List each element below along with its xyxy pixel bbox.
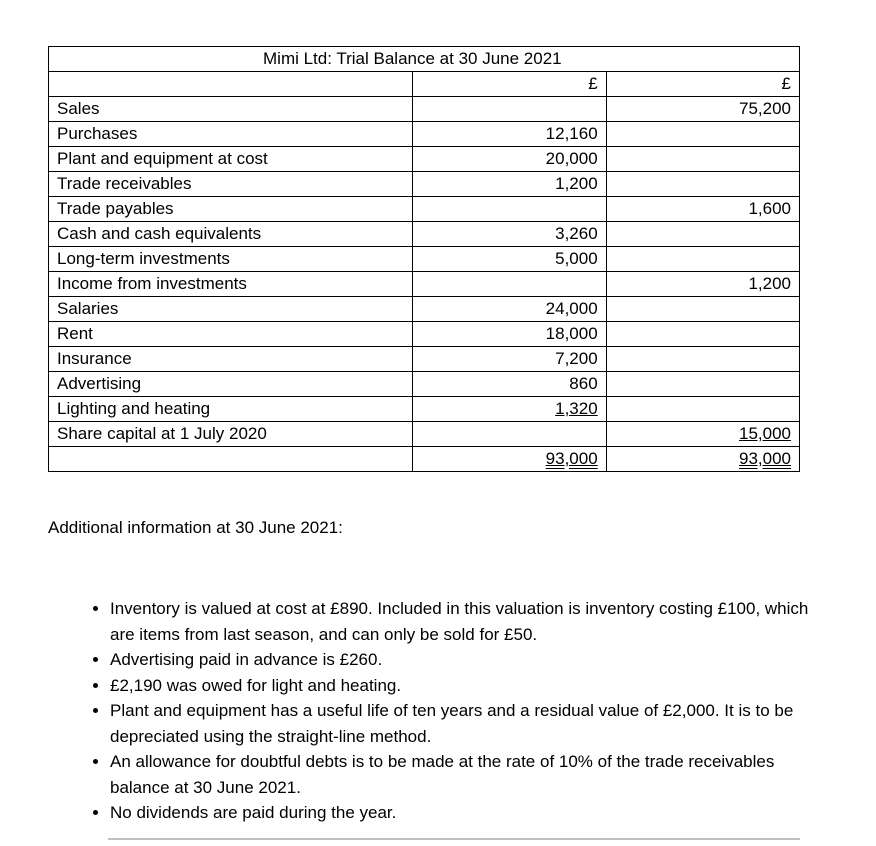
notes-list (82, 596, 810, 826)
row-label: Salaries (49, 297, 413, 322)
row-label: Sales (49, 97, 413, 122)
row-label: Cash and cash equivalents (49, 222, 413, 247)
row-debit: 24,000 (413, 297, 606, 322)
row-credit (606, 222, 799, 247)
table-row (49, 97, 800, 122)
table-row (49, 297, 800, 322)
list-item: • Plant and equipment has a useful life of ten years and a residual value of £2,000. It is to be depreciated using the straight-line method. (110, 698, 810, 749)
row-credit (606, 422, 799, 447)
row-debit (413, 272, 606, 297)
row-credit (606, 247, 799, 272)
row-debit: 1,200 (413, 172, 606, 197)
credit-header: £ (606, 72, 799, 97)
table-row (49, 122, 800, 147)
table-row (49, 272, 800, 297)
row-label: Income from investments (49, 272, 413, 297)
table-title: Mimi Ltd: Trial Balance at 30 June 2021 (49, 47, 800, 72)
row-label: Advertising (49, 372, 413, 397)
list-item: • An allowance for doubtful debts is to be made at the rate of 10% of the trade receivables balance at 30 June 2021. (110, 749, 810, 800)
row-credit (606, 372, 799, 397)
table-row (49, 197, 800, 222)
row-debit: 7,200 (413, 347, 606, 372)
row-label: Plant and equipment at cost (49, 147, 413, 172)
underlined-value: 1,320 (555, 399, 598, 418)
row-label: Long-term investments (49, 247, 413, 272)
row-label: Share capital at 1 July 2020 (49, 422, 413, 447)
row-debit (413, 397, 606, 422)
list-item: • £2,190 was owed for light and heating. (110, 673, 810, 699)
row-label: Insurance (49, 347, 413, 372)
table-row (49, 372, 800, 397)
row-credit (606, 322, 799, 347)
table-row (49, 222, 800, 247)
row-credit (606, 147, 799, 172)
row-debit (413, 197, 606, 222)
row-debit: 860 (413, 372, 606, 397)
list-item: • Inventory is valued at cost at £890. Included in this valuation is inventory costing £100, which are items from last season, and can only be sold for £50. (110, 596, 810, 647)
row-debit: 3,260 (413, 222, 606, 247)
table-row (49, 247, 800, 272)
row-debit: 12,160 (413, 122, 606, 147)
total-credit-value: 93,000 (739, 449, 791, 468)
totals-row (49, 447, 800, 472)
header-label-cell (49, 72, 413, 97)
row-credit (606, 297, 799, 322)
list-item: • Advertising paid in advance is £260. (110, 647, 810, 673)
row-credit (606, 122, 799, 147)
row-label: Rent (49, 322, 413, 347)
row-debit: 20,000 (413, 147, 606, 172)
row-label: Trade payables (49, 197, 413, 222)
table-row (49, 147, 800, 172)
table-row (49, 422, 800, 447)
row-debit: 18,000 (413, 322, 606, 347)
table-row (49, 322, 800, 347)
row-credit (606, 397, 799, 422)
list-item: • No dividends are paid during the year. (110, 800, 810, 826)
row-debit (413, 97, 606, 122)
row-credit (606, 347, 799, 372)
row-label: Lighting and heating (49, 397, 413, 422)
row-credit: 1,200 (606, 272, 799, 297)
row-label: Trade receivables (49, 172, 413, 197)
row-credit: 75,200 (606, 97, 799, 122)
total-credit (606, 447, 799, 472)
underlined-value: 15,000 (739, 424, 791, 443)
totals-label-cell (49, 447, 413, 472)
row-label: Purchases (49, 122, 413, 147)
row-debit: 5,000 (413, 247, 606, 272)
row-debit (413, 422, 606, 447)
debit-header: £ (413, 72, 606, 97)
table-row (49, 347, 800, 372)
row-credit: 1,600 (606, 197, 799, 222)
trial-balance-table (48, 46, 800, 472)
table-row (49, 397, 800, 422)
total-debit-value: 93,000 (545, 449, 598, 468)
row-credit (606, 172, 799, 197)
bottom-divider (108, 838, 800, 840)
total-debit (413, 447, 606, 472)
additional-info-heading: Additional information at 30 June 2021: (48, 518, 343, 537)
table-row (49, 172, 800, 197)
